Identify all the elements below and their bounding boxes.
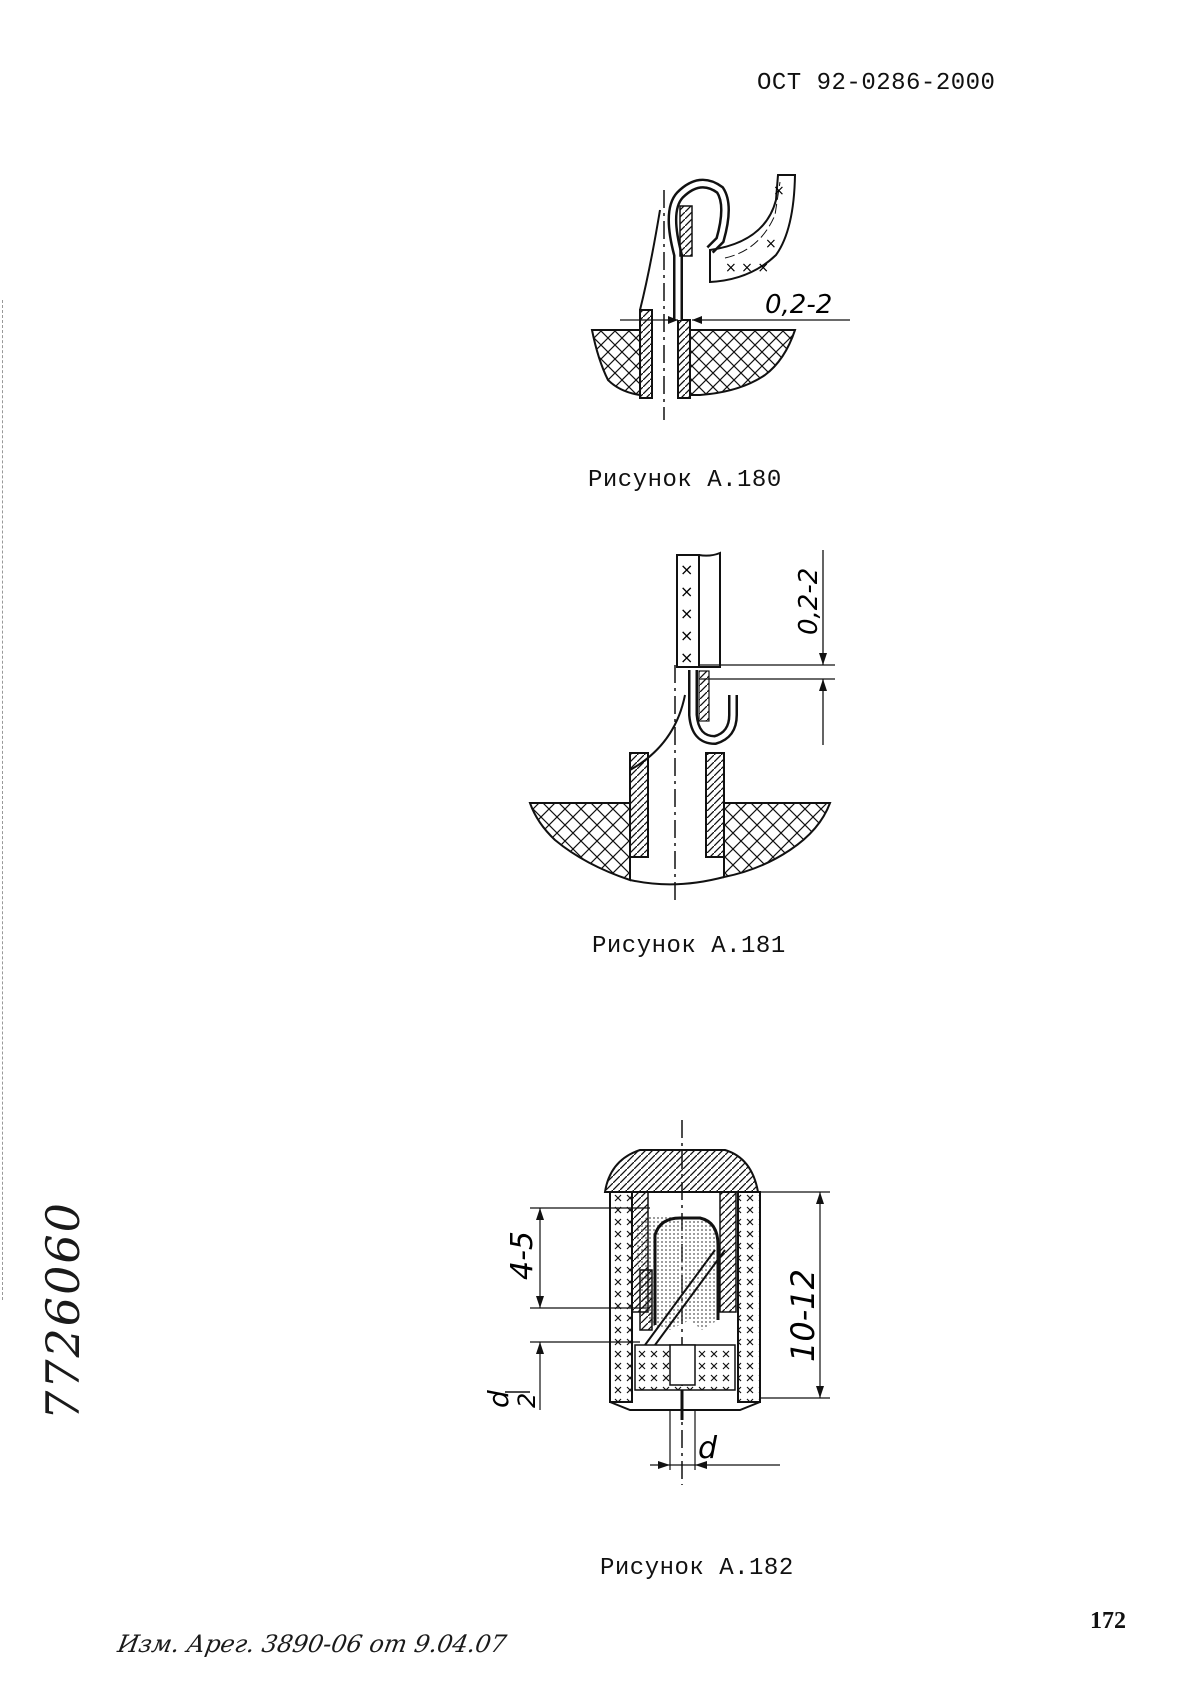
figure-a182-dim-d-numerator: d <box>482 1390 515 1408</box>
svg-text:×: × <box>680 582 694 601</box>
figure-a182-dim-10-12: 10-12 <box>784 1269 822 1362</box>
svg-text:×: × <box>680 648 694 667</box>
figure-a181-drawing <box>525 545 855 915</box>
figure-a182-caption: Рисунок А.182 <box>600 1555 794 1582</box>
figure-a182-drawing <box>480 1120 850 1490</box>
binding-edge-line <box>2 300 4 1300</box>
handwritten-change-note: Изм. Арег. 3890-06 от 9.04.07 <box>115 1630 509 1658</box>
svg-text:× × ×: × × × <box>725 260 770 276</box>
svg-text:×: × <box>765 236 777 252</box>
page-number: 172 <box>1090 1608 1126 1634</box>
figure-a182-dim-d-denominator: 2 <box>513 1392 541 1408</box>
figure-a181-caption: Рисунок А.181 <box>592 933 786 960</box>
figure-a182-dim-d: d <box>698 1431 718 1466</box>
inventory-stamp-number: 7726060 <box>36 1201 90 1420</box>
svg-text:×: × <box>680 560 694 579</box>
svg-text:×: × <box>680 626 694 645</box>
figure-a180-dimension: 0,2-2 <box>765 290 833 320</box>
figure-a181-dimension: 0,2-2 <box>794 567 824 635</box>
document-code: ОСТ 92-0286-2000 <box>757 70 996 97</box>
svg-text:×: × <box>773 183 785 199</box>
figure-a180-drawing <box>580 170 860 430</box>
svg-text:×: × <box>680 604 694 623</box>
figure-a182-dim-4-5: 4-5 <box>505 1231 540 1280</box>
figure-a180-caption: Рисунок А.180 <box>588 467 782 494</box>
